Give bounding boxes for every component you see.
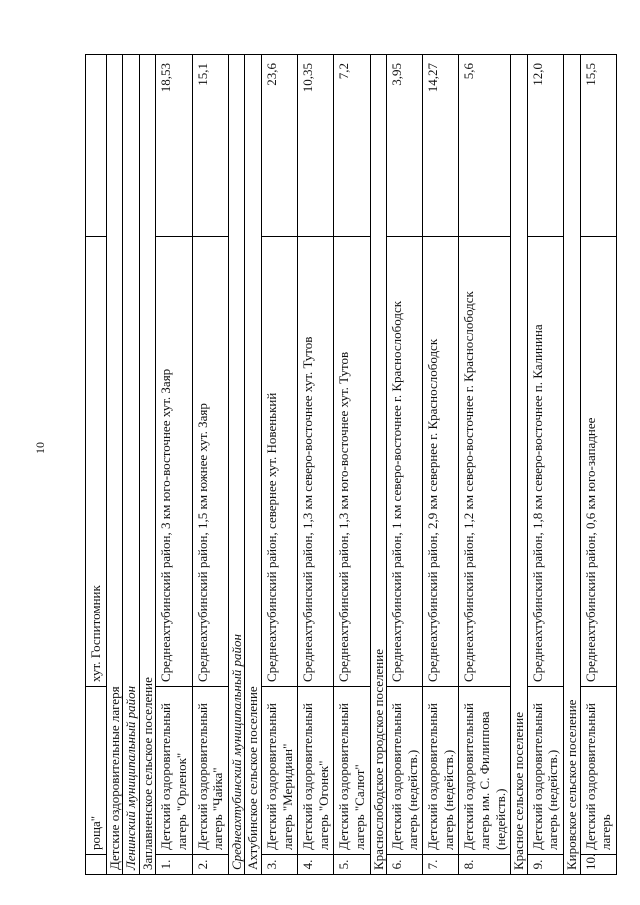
- number-cell: 10.: [580, 855, 616, 875]
- settlement-title: Ахтубинское сельское поселение: [245, 55, 262, 875]
- name-cell: Детский оздоровительный лагерь им. С. Филиппова (недейств.): [459, 687, 511, 855]
- location-cell: Среднеахтубинский район, 3 км юго-восточнее хут. Заяр: [156, 237, 192, 687]
- name-cell: Детский оздоровительный лагерь "Меридиан": [261, 687, 297, 855]
- number-cell: 5.: [334, 855, 370, 875]
- name-cell: Детский оздоровительный лагерь (недейств.): [423, 687, 459, 855]
- name-cell: Детский оздоровительный лагерь (недейств.): [527, 687, 563, 855]
- number-cell: [86, 855, 107, 875]
- number-cell: 2.: [192, 855, 228, 875]
- number-cell: 6.: [387, 855, 423, 875]
- table-row: [86, 55, 107, 875]
- table-row: [423, 55, 459, 875]
- location-cell: Среднеахтубинский район, 2,9 км севернее г. Краснослободск: [423, 237, 459, 687]
- camps-table: [85, 54, 617, 875]
- area-cell: 5,6: [459, 55, 511, 237]
- location-cell: хут. Госпитомник: [86, 237, 107, 687]
- number-cell: 4.: [298, 855, 334, 875]
- name-cell: Детский оздоровительный лагерь: [580, 687, 616, 855]
- location-cell: Среднеахтубинский район, 1,3 км юго-восточнее хут. Тутов: [334, 237, 370, 687]
- settlement-title: Кировское сельское поселение: [564, 55, 581, 875]
- table-row: [192, 55, 228, 875]
- area-cell: 15,5: [580, 55, 616, 237]
- area-cell: 14,27: [423, 55, 459, 237]
- table-row: [459, 55, 511, 875]
- name-cell: Детский оздоровительный лагерь "Огонек": [298, 687, 334, 855]
- district-title: Ленинский муниципальный район: [123, 55, 140, 875]
- page-number: 10: [33, 442, 47, 454]
- area-cell: 15,1: [192, 55, 228, 237]
- settlement-title: Краснослободское городское поселение: [370, 55, 387, 875]
- settlement-title: Заплавненское сельское поселение: [139, 55, 156, 875]
- name-cell: Детский оздоровительный лагерь "Чайка": [192, 687, 228, 855]
- table-row: [298, 55, 334, 875]
- location-cell: Среднеахтубинский район, 0,6 км юго-западнее: [580, 237, 616, 687]
- area-cell: 12,0: [527, 55, 563, 237]
- number-cell: 3.: [261, 855, 297, 875]
- number-cell: 7.: [423, 855, 459, 875]
- rotated-table-container: [85, 55, 625, 875]
- table-row: [387, 55, 423, 875]
- settlement-row: [370, 55, 387, 875]
- category-title: Детские оздоровительные лагеря: [106, 55, 123, 875]
- area-cell: 3,95: [387, 55, 423, 237]
- area-cell: [86, 55, 107, 237]
- table-row: [156, 55, 192, 875]
- district-row: [228, 55, 245, 875]
- settlement-row: [139, 55, 156, 875]
- district-title: Среднеахтубинский муниципальный район: [228, 55, 245, 875]
- category-row: [106, 55, 123, 875]
- table-row: [527, 55, 563, 875]
- location-cell: Среднеахтубинский район, севернее хут. Новенький: [261, 237, 297, 687]
- settlement-row: [245, 55, 262, 875]
- location-cell: Среднеахтубинский район, 1,2 км северо-восточнее г. Краснослободск: [459, 237, 511, 687]
- settlement-title: Красное сельское поселение: [511, 55, 528, 875]
- settlement-row: [511, 55, 528, 875]
- name-cell: Детский оздоровительный лагерь "Орленок": [156, 687, 192, 855]
- area-cell: 7,2: [334, 55, 370, 237]
- location-cell: Среднеахтубинский район, 1,3 км северо-восточнее хут. Тутов: [298, 237, 334, 687]
- number-cell: 8.: [459, 855, 511, 875]
- table-row: [334, 55, 370, 875]
- location-cell: Среднеахтубинский район, 1 км северо-восточнее г. Краснослободск: [387, 237, 423, 687]
- location-cell: Среднеахтубинский район, 1,5 км южнее хут. Заяр: [192, 237, 228, 687]
- name-cell: Детский оздоровительный лагерь "Салют": [334, 687, 370, 855]
- name-cell: роща": [86, 687, 107, 855]
- location-cell: Среднеахтубинский район, 1,8 км северо-восточнее п. Калинина: [527, 237, 563, 687]
- area-cell: 23,6: [261, 55, 297, 237]
- settlement-row: [564, 55, 581, 875]
- district-row: [123, 55, 140, 875]
- number-cell: 1.: [156, 855, 192, 875]
- table-row: [580, 55, 616, 875]
- area-cell: 10,35: [298, 55, 334, 237]
- name-cell: Детский оздоровительный лагерь (недейств.): [387, 687, 423, 855]
- area-cell: 18,53: [156, 55, 192, 237]
- table-row: [261, 55, 297, 875]
- number-cell: 9.: [527, 855, 563, 875]
